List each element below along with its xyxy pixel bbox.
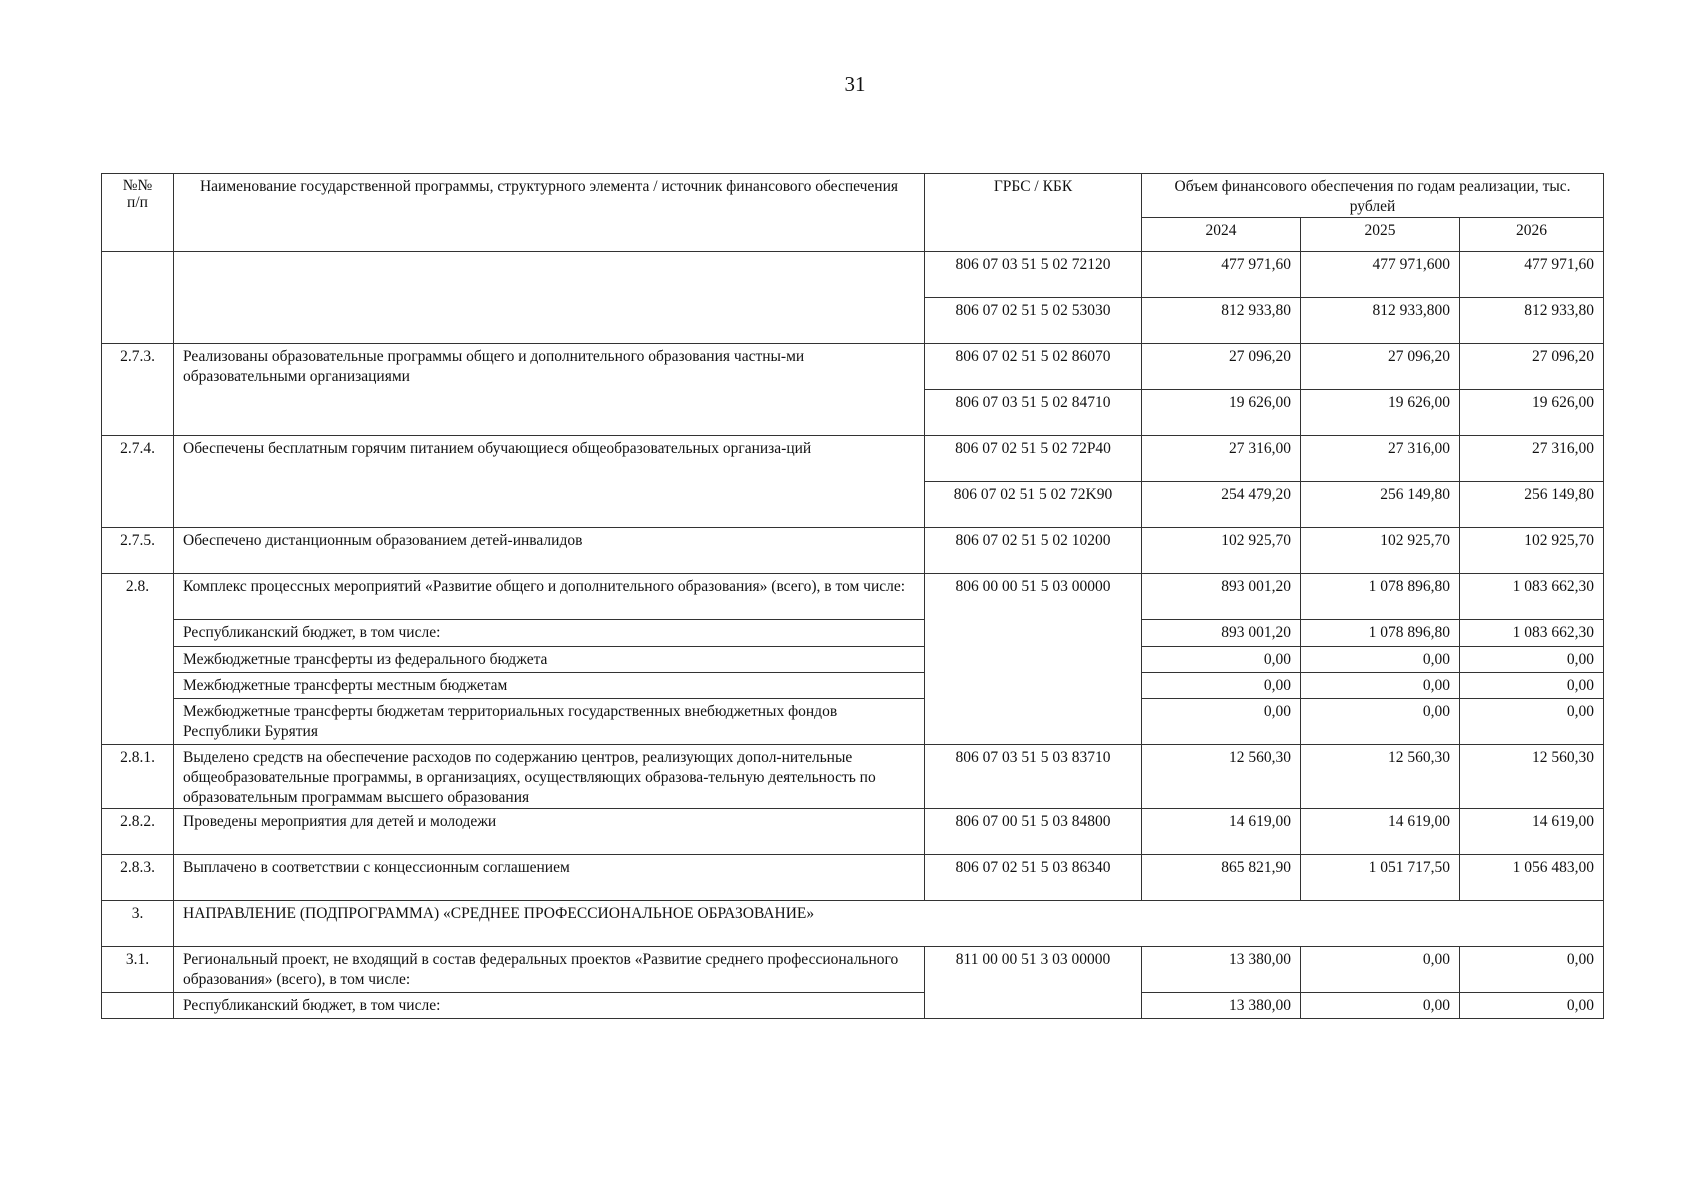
cell-2025: 14 619,00 (1301, 809, 1460, 855)
table-row (102, 947, 1604, 993)
cell-2024: 893 001,20 (1142, 574, 1301, 620)
cell-num: 2.8. (102, 574, 174, 745)
cell-2026: 14 619,00 (1460, 809, 1604, 855)
cell-2024: 13 380,00 (1142, 947, 1301, 993)
cell-name: Выделено средств на обеспечение расходов по содержанию центров, реализующих допол-нительные общеобразовательные программы, в организациях, осуществляющих образова-тельную деятельность по образовательным программам высшего образования (174, 745, 925, 809)
table-row (102, 673, 1604, 699)
cell-2025: 256 149,80 (1301, 482, 1460, 528)
table-row (102, 436, 1604, 482)
cell-2025: 0,00 (1301, 947, 1460, 993)
cell-2026: 12 560,30 (1460, 745, 1604, 809)
cell-2026: 812 933,80 (1460, 298, 1604, 344)
cell-2024: 102 925,70 (1142, 528, 1301, 574)
cell-name: Республиканский бюджет, в том числе: (174, 620, 925, 647)
cell-2025: 27 096,20 (1301, 344, 1460, 390)
cell-2025: 0,00 (1301, 699, 1460, 745)
cell-name: Выплачено в соответствии с концессионным соглашением (174, 855, 925, 901)
cell-2025: 0,00 (1301, 673, 1460, 699)
cell-kbk: 806 07 02 51 5 02 72K90 (925, 482, 1142, 528)
cell-name: Обеспечены бесплатным горячим питанием обучающиеся общеобразовательных организа-ций (174, 436, 925, 528)
cell-num: 2.8.2. (102, 809, 174, 855)
cell-2025: 102 925,70 (1301, 528, 1460, 574)
cell-name: Комплекс процессных мероприятий «Развитие общего и дополнительного образования» (всего), в том числе: (174, 574, 925, 620)
cell-2024: 27 316,00 (1142, 436, 1301, 482)
financing-table (101, 173, 1604, 1019)
page-number: 31 (844, 72, 866, 96)
cell-2024: 0,00 (1142, 699, 1301, 745)
cell-2024: 19 626,00 (1142, 390, 1301, 436)
cell-num: 2.7.4. (102, 436, 174, 528)
cell-2026: 102 925,70 (1460, 528, 1604, 574)
cell-name: Реализованы образовательные программы общего и дополнительного образования частны-ми образовательными организациями (174, 344, 925, 436)
cell-name: Межбюджетные трансферты из федерального бюджета (174, 647, 925, 673)
table-row (102, 344, 1604, 390)
header-row (102, 174, 1604, 218)
cell-2026: 27 096,20 (1460, 344, 1604, 390)
section-title: НАПРАВЛЕНИЕ (ПОДПРОГРАММА) «СРЕДНЕЕ ПРОФЕССИОНАЛЬНОЕ ОБРАЗОВАНИЕ» (174, 901, 1604, 947)
cell-kbk: 806 07 03 51 5 03 83710 (925, 745, 1142, 809)
cell-num (102, 993, 174, 1019)
cell-2026: 1 083 662,30 (1460, 574, 1604, 620)
cell-2026: 19 626,00 (1460, 390, 1604, 436)
cell-2026: 27 316,00 (1460, 436, 1604, 482)
cell-kbk: 806 07 00 51 5 03 84800 (925, 809, 1142, 855)
cell-2025: 1 051 717,50 (1301, 855, 1460, 901)
table-row (102, 574, 1604, 620)
cell-name: Республиканский бюджет, в том числе: (174, 993, 925, 1019)
cell-name: Межбюджетные трансферты местным бюджетам (174, 673, 925, 699)
cell-2024: 14 619,00 (1142, 809, 1301, 855)
cell-kbk: 811 00 00 51 3 03 00000 (925, 947, 1142, 1019)
cell-num (102, 252, 174, 344)
cell-2026: 1 056 483,00 (1460, 855, 1604, 901)
cell-kbk: 806 07 02 51 5 02 86070 (925, 344, 1142, 390)
cell-kbk: 806 07 02 51 5 03 86340 (925, 855, 1142, 901)
cell-name: Проведены мероприятия для детей и молодежи (174, 809, 925, 855)
cell-2026: 477 971,60 (1460, 252, 1604, 298)
cell-2026: 0,00 (1460, 673, 1604, 699)
cell-2025: 0,00 (1301, 993, 1460, 1019)
cell-num: 2.7.5. (102, 528, 174, 574)
header-year-2026: 2026 (1460, 218, 1604, 252)
table-row (102, 855, 1604, 901)
header-volume: Объем финансового обеспечения по годам реализации, тыс. рублей (1142, 174, 1604, 218)
cell-2026: 0,00 (1460, 993, 1604, 1019)
cell-2026: 0,00 (1460, 947, 1604, 993)
cell-kbk: 806 07 02 51 5 02 10200 (925, 528, 1142, 574)
cell-num: 3.1. (102, 947, 174, 993)
cell-2025: 0,00 (1301, 647, 1460, 673)
header-name: Наименование государственной программы, структурного элемента / источник финансового обеспечения (174, 174, 925, 252)
table-row (102, 745, 1604, 809)
cell-2026: 0,00 (1460, 699, 1604, 745)
table-row (102, 647, 1604, 673)
cell-2024: 812 933,80 (1142, 298, 1301, 344)
table-row (102, 809, 1604, 855)
cell-2025: 1 078 896,80 (1301, 574, 1460, 620)
table-row (102, 699, 1604, 745)
cell-2024: 254 479,20 (1142, 482, 1301, 528)
cell-2024: 13 380,00 (1142, 993, 1301, 1019)
cell-2024: 477 971,60 (1142, 252, 1301, 298)
cell-2024: 27 096,20 (1142, 344, 1301, 390)
cell-name: Региональный проект, не входящий в состав федеральных проектов «Развитие среднего профессионального образования» (всего), в том числе: (174, 947, 925, 993)
cell-num: 2.8.1. (102, 745, 174, 809)
header-num: №№ п/п (102, 174, 174, 252)
cell-num: 3. (102, 901, 174, 947)
table-row (102, 252, 1604, 298)
cell-name: Обеспечено дистанционным образованием детей-инвалидов (174, 528, 925, 574)
cell-2025: 812 933,800 (1301, 298, 1460, 344)
table-row (102, 528, 1604, 574)
cell-2024: 12 560,30 (1142, 745, 1301, 809)
cell-kbk: 806 07 02 51 5 02 53030 (925, 298, 1142, 344)
cell-kbk: 806 00 00 51 5 03 00000 (925, 574, 1142, 745)
cell-2025: 1 078 896,80 (1301, 620, 1460, 647)
cell-2024: 893 001,20 (1142, 620, 1301, 647)
cell-name: Межбюджетные трансферты бюджетам территориальных государственных внебюджетных фондов Республики Бурятия (174, 699, 925, 745)
cell-2025: 12 560,30 (1301, 745, 1460, 809)
table-row (102, 620, 1604, 647)
cell-num: 2.8.3. (102, 855, 174, 901)
cell-2024: 0,00 (1142, 647, 1301, 673)
cell-2024: 0,00 (1142, 673, 1301, 699)
cell-2026: 256 149,80 (1460, 482, 1604, 528)
header-kbk: ГРБС / КБК (925, 174, 1142, 252)
cell-2025: 477 971,600 (1301, 252, 1460, 298)
cell-2024: 865 821,90 (1142, 855, 1301, 901)
cell-name (174, 252, 925, 344)
table-row (102, 993, 1604, 1019)
cell-2026: 1 083 662,30 (1460, 620, 1604, 647)
cell-kbk: 806 07 02 51 5 02 72P40 (925, 436, 1142, 482)
section-row (102, 901, 1604, 947)
cell-2026: 0,00 (1460, 647, 1604, 673)
cell-2025: 27 316,00 (1301, 436, 1460, 482)
cell-2025: 19 626,00 (1301, 390, 1460, 436)
header-year-2024: 2024 (1142, 218, 1301, 252)
cell-num: 2.7.3. (102, 344, 174, 436)
header-year-2025: 2025 (1301, 218, 1460, 252)
cell-kbk: 806 07 03 51 5 02 72120 (925, 252, 1142, 298)
cell-kbk: 806 07 03 51 5 02 84710 (925, 390, 1142, 436)
